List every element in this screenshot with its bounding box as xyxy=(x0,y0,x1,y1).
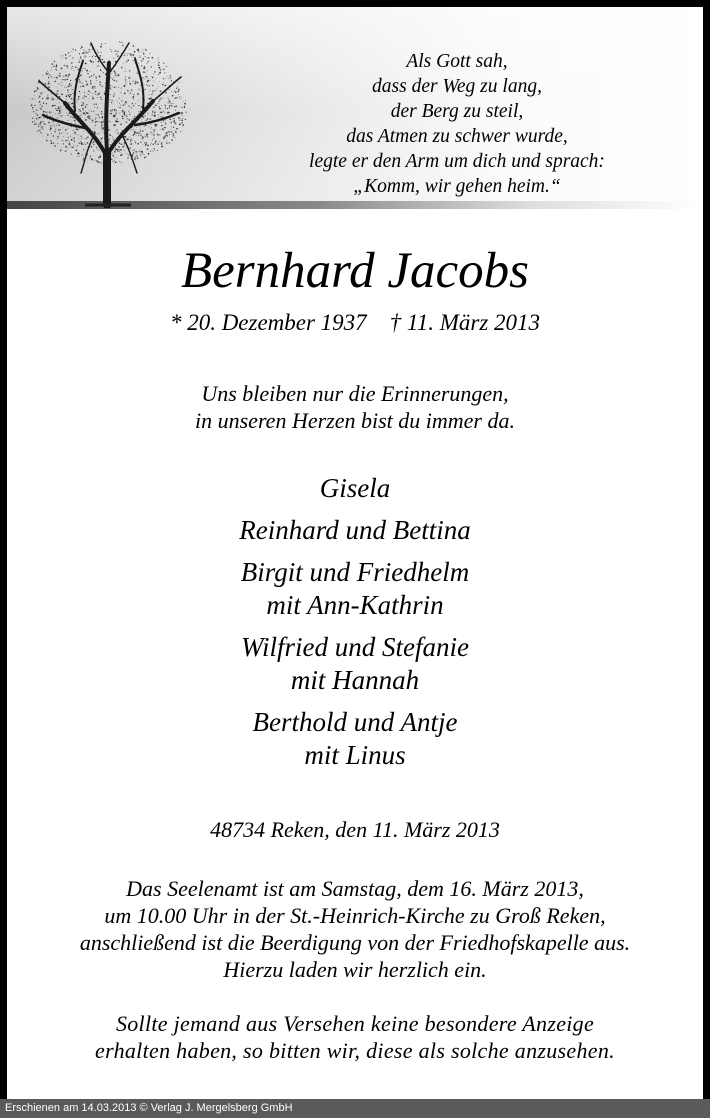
mourner-group xyxy=(0,706,710,772)
service-line: Hierzu laden wir herzlich ein. xyxy=(223,957,487,982)
header-image-band xyxy=(7,7,703,215)
mourner-line: Berthold und Antje xyxy=(252,707,458,737)
mourner-line: Birgit und Friedhelm xyxy=(240,557,470,587)
notice-text xyxy=(0,1010,710,1064)
quote-line: in unseren Herzen bist du immer da. xyxy=(195,408,515,433)
publication-footer: Erschienen am 14.03.2013 © Verlag J. Mergelsberg GmbH xyxy=(0,1099,710,1118)
poem-line: dass der Weg zu lang, xyxy=(372,76,542,97)
poem-line: Als Gott sah, xyxy=(406,51,508,72)
mourner-line: Reinhard und Bettina xyxy=(239,515,471,545)
bare-tree-icon xyxy=(25,33,195,208)
mourner-line: Wilfried und Stefanie xyxy=(241,632,469,662)
mourner-group xyxy=(0,472,710,505)
place-and-date: 48734 Reken, den 11. März 2013 xyxy=(210,817,500,842)
mourner-group xyxy=(0,631,710,697)
memorial-quote xyxy=(0,380,710,434)
quote-line: Uns bleiben nur die Erinnerungen, xyxy=(201,381,509,406)
poem-line: legte er den Arm um dich und sprach: xyxy=(309,151,605,172)
poem-line: das Atmen zu schwer wurde, xyxy=(346,126,568,147)
service-line: um 10.00 Uhr in der St.-Heinrich-Kirche zu Groß Reken, xyxy=(104,903,606,928)
mourner-line: mit Ann-Kathrin xyxy=(266,590,444,620)
funeral-service-info xyxy=(0,875,710,983)
mourner-group xyxy=(0,514,710,547)
mourner-line: mit Linus xyxy=(304,740,406,770)
service-line: Das Seelenamt ist am Samstag, dem 16. März 2013, xyxy=(126,876,584,901)
mourner-line: mit Hannah xyxy=(290,665,420,695)
mourner-line: Gisela xyxy=(319,473,391,503)
notice-line: erhalten haben, so bitten wir, diese als solche anzusehen. xyxy=(95,1038,615,1063)
notice-line: Sollte jemand aus Versehen keine besondere Anzeige xyxy=(115,1011,595,1036)
poem-line: der Berg zu steil, xyxy=(390,101,524,122)
service-line: anschließend ist die Beerdigung von der Friedhofskapelle aus. xyxy=(79,930,631,955)
poem-block xyxy=(257,49,657,199)
poem-line: „Komm, wir gehen heim.“ xyxy=(353,176,561,197)
deceased-name: Bernhard Jacobs xyxy=(181,243,529,299)
mourner-group xyxy=(0,556,710,622)
life-dates: * 20. Dezember 1937 † 11. März 2013 xyxy=(169,310,541,335)
mourners-list xyxy=(0,472,710,781)
